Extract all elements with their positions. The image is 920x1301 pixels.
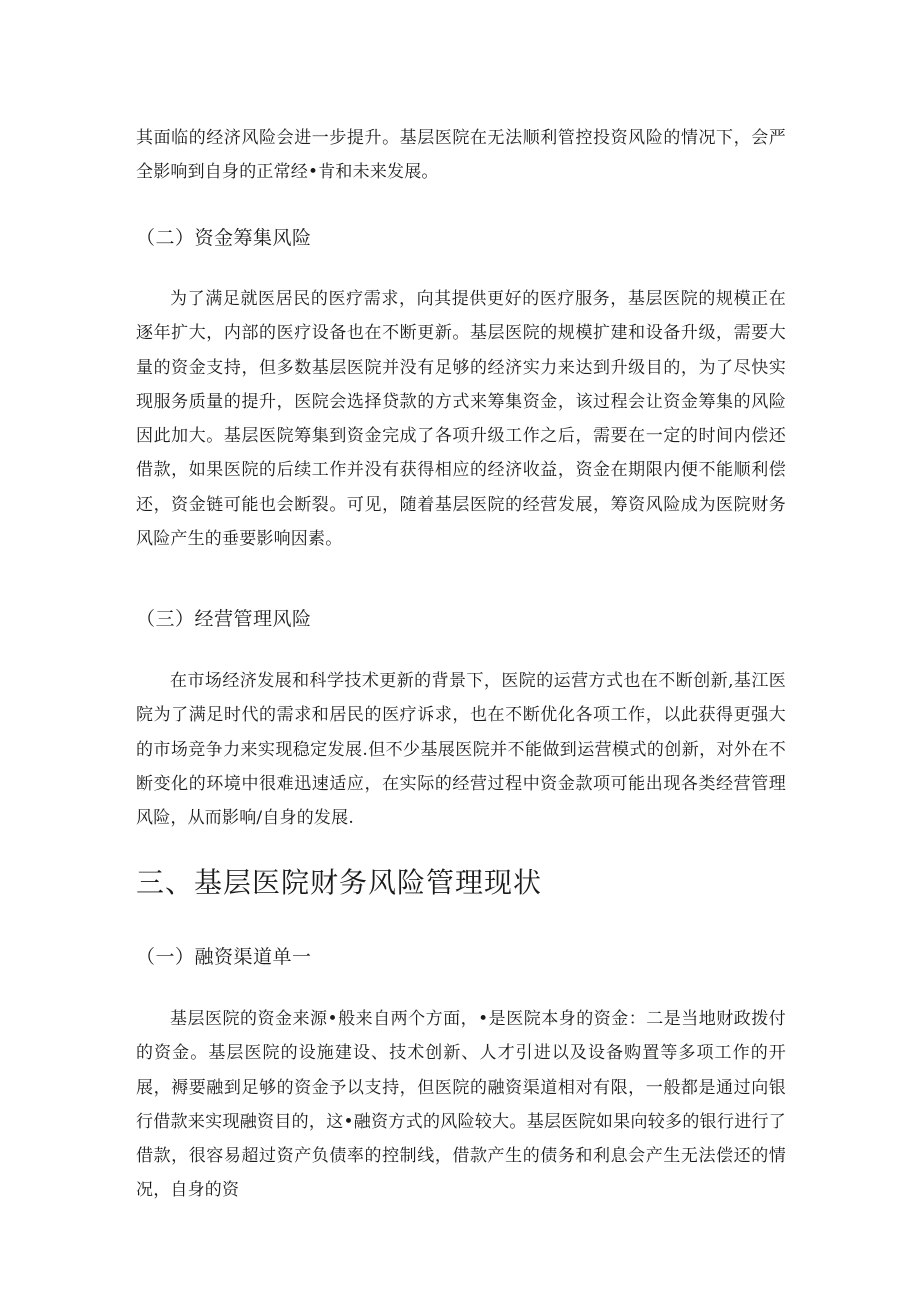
section-heading-single-financing-channel: （一）融资渠道单一 bbox=[136, 946, 312, 968]
chapter-heading-risk-management-status: 三、基层医院财务风险管理现状 bbox=[136, 866, 543, 899]
paragraph-single-financing-channel: 基层医院的资金来源•般来自两个方面，•是医院本身的资金：二是当地财政拨付的资金。基层医院的设施建设、技术创新、人才引进以及设备购置等多项工作的开展，褥要融到足够的资金予以支持，但医院的融资渠道相对有限，一般都是通过向银行借款来实现融资目的，这•融资方式的风险较大。基层医院如果向较多的银行进行了借款，很容易超过资产负债率的控制线，借款产生的债务和利息会产生无法偿还的情况，自身的资 bbox=[136, 1009, 786, 1201]
paragraph-fund-raising-risk: 为了满足就医居民的医疗需求，向其提供更好的医疗服务，基层医院的规模正在逐年扩大，内部的医疗设备也在不断更新。基层医院的规模扩建和设备升级，需要大量的资金支持，但多数基层医院并没有足够的经济实力来达到升级目的，为了尽快实现服务质量的提升，医院会选择贷款的方式来筹集资金，该过程会让资金筹集的风险因此加大。基层医院筹集到资金完成了各项升级工作之后，需要在一定的时间内偿还借款，如果医院的后续工作并没有获得相应的经济收益，资金在期限内便不能顺利偿还，资金链可能也会断裂。可见，随着基层医院的经营发展，筹资风险成为医院财务风险产生的垂要影响因素。 bbox=[136, 289, 786, 550]
paragraph-investment-risk-end: 其面临的经济风险会进一步提升。基层医院在无法顺利管控投资风险的情况下，会严全影响到自身的正常经•肯和未来发展。 bbox=[136, 128, 786, 183]
paragraph-operation-management-risk: 在市场经济发展和科学技术更新的背景下，医院的运营方式也在不断创新,基江医院为了满足时代的需求和居民的医疗诉求，也在不断优化各项工作，以此获得更强大的市场竞争力来实现稳定发展.但不少基展医院并不能做到运营模式的创新，对外在不断变化的环境中很难迅速适应，在实际的经营过程中资金款项可能出现各类经营管理风险，从而影响/自身的发展. bbox=[136, 671, 786, 829]
section-heading-fund-raising-risk: （二）资金筹集风险 bbox=[136, 227, 312, 249]
section-heading-operation-management-risk: （三）经营管理风险 bbox=[136, 608, 312, 630]
